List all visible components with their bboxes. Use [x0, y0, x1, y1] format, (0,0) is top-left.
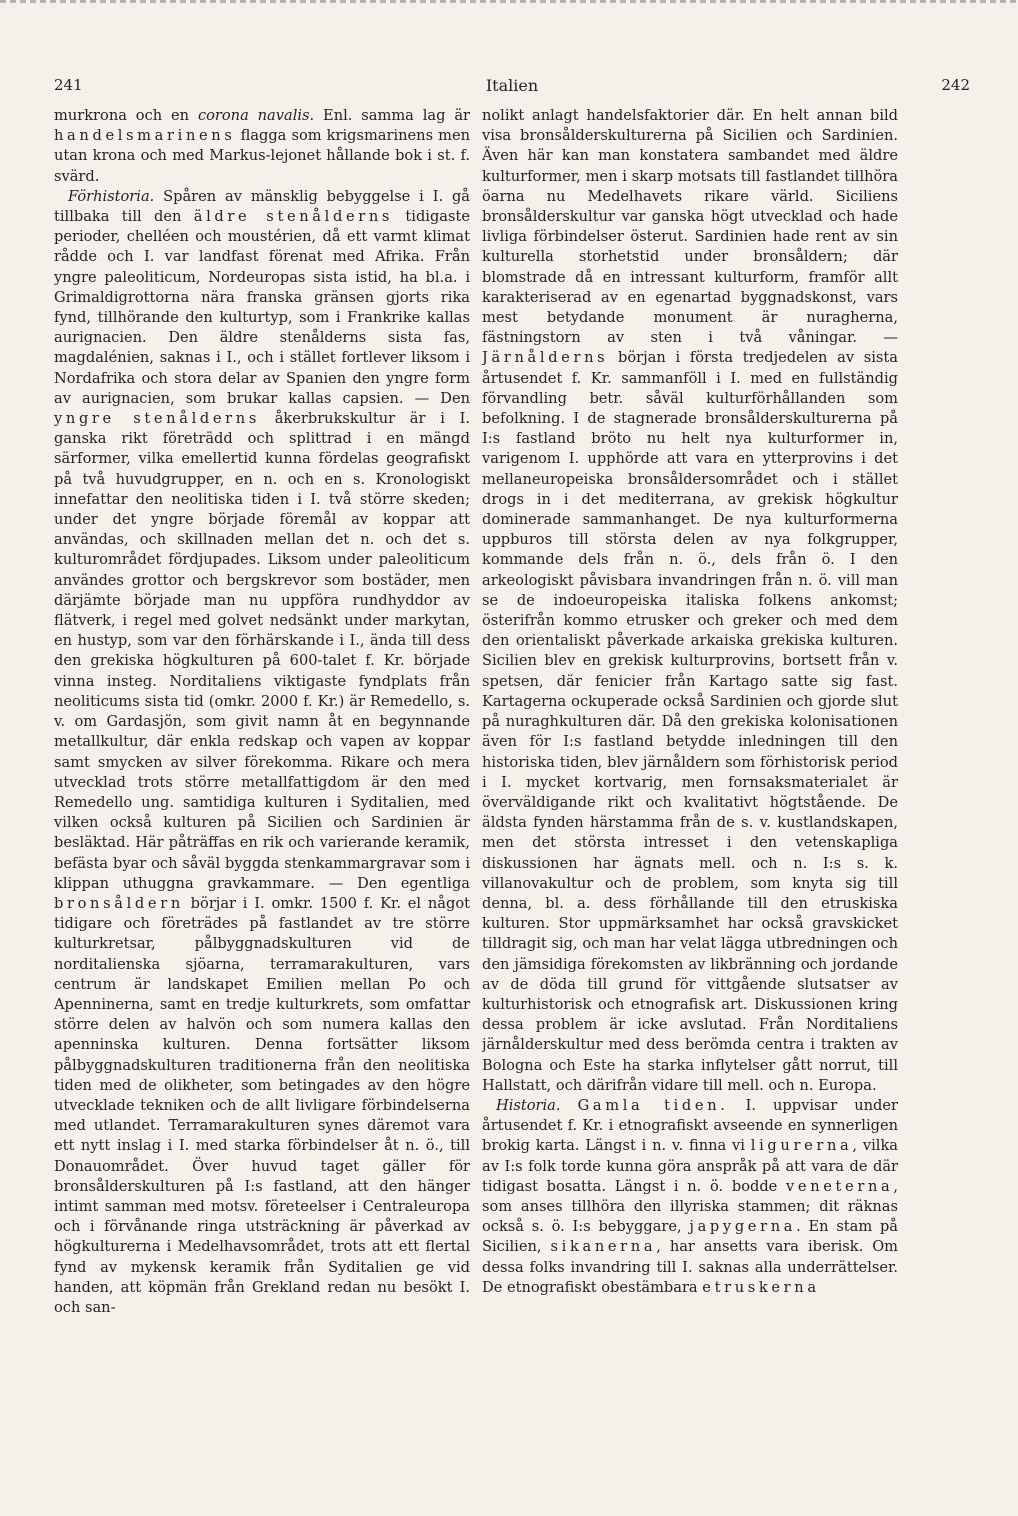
spaced-term: etruskerna: [702, 1278, 820, 1296]
text-run: , vilka av I:s folk torde kunna göra anspråk på att vara de där tidigast bosatta. Längst i n. ö. bodde: [482, 1137, 898, 1195]
page-number-right: 242: [941, 76, 970, 94]
italic-term: corona navalis.: [197, 107, 315, 124]
page-number-left: 241: [54, 76, 83, 94]
paragraph-prehistory: [54, 187, 470, 1318]
spaced-term: Gamla tiden.: [577, 1096, 729, 1114]
spaced-term: sikanerna: [550, 1238, 657, 1256]
text-run: nolikt anlagt handelsfaktorier där. En helt annan bild visa bronsålderskulturerna på Sicilien och Sardinien. Även här kan man konstatera sambandet med äldre kulturformer, men i skarp motsats till fastlandet tillhöra öarna nu Medelhavets rikare värld. Siciliens bronsålderskultur var ganska högt utvecklad och hade livliga förbindelser österut. Sardinien hade rent av sin kulturella storhetstid under bronsåldern; där blomstrade då en intressant kulturform, framför allt karakteriserad av en egenartad byggnadskonst, vars mest betydande monument är nuragherna, fästningstorn av sten i två våningar. —: [482, 107, 898, 347]
text-run: åkerbrukskultur är i I. ganska rikt företrädd och splittrad i en mängd särformer, vilka emellertid kunna fördelas geografiskt på två huvudgrupper, en n. och en s. Kronologiskt innefattar den neolitiska tiden i I. två större skeden; under det yngre började föremål av koppar att användas, och skillnaden mellan det n. och det s. kulturområdet fördjupades. Liksom under paleoliticum användes grottor och bergskrevor som bostäder, men därjämte började man nu uppföra rundhyddor av flätverk, i regel med golvet nedsänkt under markytan, en hustyp, som var den förhärskande i I., ända till dess den grekiska högkulturen på 600-talet f. Kr. började vinna insteg. Norditaliens viktigaste fyndplats från neoliticums sista tid (omkr. 2000 f. Kr.) är Remedello, s. v. om Gardasjön, som givit namn åt en begynnande metallkultur, där enkla redskap och vapen av koppar samt smycken av silver förekomma. Rikare och mera utvecklad trots större metallfattigdom är den med Remedello ung. samtidiga kulturen i Syditalien, med vilken också kulturen på Sicilien och Sardinien är besläktad. Här påträffas en rik och varierande keramik, befästa byar och såväl byggda stenkammargravar som i klippan uthuggna gravkammare. — Den egentliga: [54, 410, 470, 892]
text-run: , har ansetts vara iberisk. Om dessa folks invandring till I. saknas alla underrättelser. De etnografiskt obestämbara: [482, 1238, 898, 1296]
spaced-term: äldre stenålderns: [193, 208, 394, 226]
italic-term: Förhistoria.: [68, 187, 155, 205]
text-column-left: [54, 106, 470, 1478]
spaced-term: japygerna: [689, 1218, 797, 1236]
text-run: murkrona och en: [54, 107, 198, 124]
scan-top-edge: [0, 0, 1018, 3]
text-run: tidigaste perioder, chelléen och moustérien, då ett varmt klimat rådde och I. var landfast förenat med Afrika. Från yngre paleoliticum, Nordeuropas sista istid, ha bl.a. i Grimaldigrottorna nära franska gränsen gjorts rika fynd, tillhörande den kulturtyp, som i Frankrike kallas aurignacien. Den äldre stenålderns sista fas, magdalénien, saknas i I., och i stället fortlever liksom i Nordafrika och stora delar av Spanien den yngre form av aurignacien, som brukar kallas capsien. — Den: [54, 208, 470, 407]
paragraph-iron-age: [482, 106, 898, 1096]
paragraph-history: [482, 1096, 898, 1298]
spaced-term: Järnålderns: [482, 349, 609, 367]
page-header: [54, 76, 970, 100]
text-run: , som anses tillhöra den illyriska stammen; dit räknas också s. ö. I:s bebyggare,: [482, 1177, 898, 1236]
spaced-term: bronsåldern: [54, 894, 184, 912]
text-run: I. uppvisar under årtusendet f. Kr. i etnografiskt avseende en synnerligen brokig karta. Längst i n. v. finna vi: [482, 1096, 898, 1155]
paragraph-flag: [54, 106, 470, 187]
spaced-term: ligurerna: [750, 1137, 853, 1155]
italic-term: Historia.: [496, 1096, 561, 1114]
spaced-term: yngre stenålderns: [54, 410, 260, 428]
text-run: början i första tredjedelen av sista årtusendet f. Kr. sammanföll i I. med en fullständig förvandling betr. såväl kulturförhållanden som befolkning. I de stagnerade bronsålderskulturerna på I:s fastland bröto nu helt nya kulturformer in, varigenom I. upphörde att vara en ytterprovins i det mellaneuropeiska bronsåldersområdet och i stället drogs in i det mediterrana, av grekisk högkultur dominerade sammanhanget. De nya kulturformerna uppburos till största delen av nya folkgrupper, kommande dels från n. ö., dels från ö. I den arkeologiskt påvisbara invandringen från n. ö. vill man se de indoeuropeiska italiska folkens ankomst; österifrån kommo etrusker och greker och med dem den orientaliskt påverkade arkaiska grekiska kulturen. Sicilien blev en grekisk kulturprovins, bortsett från v. spetsen, där fenicier från Kartago satte sig fast. Kartagerna ockuperade också Sardinien och gjorde slut på nuraghkulturen där. Då den grekiska kolonisationen även för I:s fastland betydde inledningen till den historiska tiden, blev järnåldern som förhistorisk period i I. mycket kortvarig, men fornsaksmaterialet är överväldigande rikt och kvalitativt högtstående. De äldsta fynden härstamma från de s. v. kustlandskapen, men det största intresset i den vetenskapliga diskussionen har ägnats mell. och n. I:s s. k. villanovakultur och de problem, som knyta sig till denna, bl. a. dess förhållande till den etruskiska kulturen. Stor uppmärksamhet har också gravskicket tilldragit sig, och man har velat lägga utbredningen och den jämsidiga förekomsten av likbränning och jordande av de döda till grund för vittgående slutsatser av kulturhistorisk och etnografisk art. Diskussionen kring dessa problem är icke avslutad. Från Norditaliens järnålderskultur med dess berömda centra i trakten av Bologna och Este ha starka inflytelser gått norrut, till Hallstatt, och därifrån vidare till mell. och n. Europa.: [482, 349, 898, 1094]
spaced-term: handelsmarinens: [54, 127, 236, 145]
spaced-term: veneterna: [786, 1177, 894, 1195]
running-title: Italien: [485, 76, 539, 95]
text-column-right: [482, 106, 898, 1478]
text-run: börjar i I. omkr. 1500 f. Kr. el något tidigare och företrädes på fastlandet av tre större kulturkretsar, pålbyggnadskulturen vid de norditalienska sjöarna, terramarakulturen, vars centrum är landskapet Emilien mellan Po och Apenninerna, samt en tredje kulturkrets, som omfattar större delen av halvön och som numera kallas den apenninska kulturen. Denna fortsätter liksom pålbyggnadskulturen traditionerna från den neolitiska tiden med de olikheter, som betingades av den högre utvecklade tekniken och de allt livligare förbindelserna med utlandet. Terramarakulturen synes däremot vara ett nytt inslag i I. med starka förbindelser åt n. ö., till Donauområdet. Över huvud taget gäller för bronsålderskulturen på I:s fastland, att den hänger intimt samman med motsv. företeelser i Centraleuropa och i förvånande ringa utsträckning är påverkad av högkulturerna i Medelhavsområdet, trots att ett flertal fynd av mykensk keramik från Syditalien ge vid handen, att köpmän från Grekland redan nu besökt I. och san-: [54, 894, 470, 1316]
text-run: flagga som krigsmarinens men utan krona och med Markus-lejonet hållande bok i st. f. svärd.: [54, 127, 470, 185]
text-run: [561, 1097, 578, 1114]
text-run: . En stam på Sicilien,: [482, 1218, 898, 1256]
text-run: Enl. samma lag är: [314, 107, 470, 124]
text-run: Spåren av mänsklig bebyggelse i I. gå tillbaka till den: [54, 187, 470, 226]
